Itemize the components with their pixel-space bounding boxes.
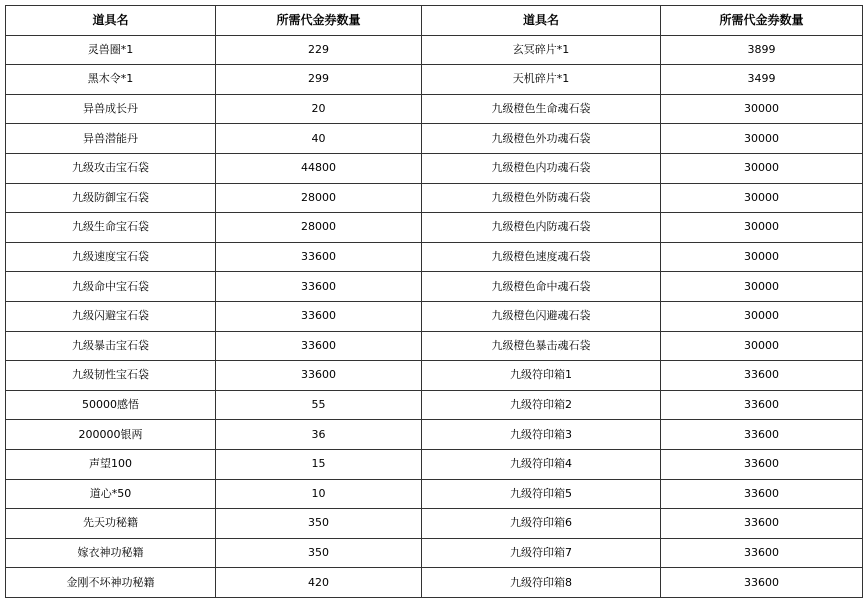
voucher-amount-cell: 30000	[661, 153, 863, 183]
item-name-cell: 九级符印箱1	[422, 361, 661, 391]
item-name-cell: 九级符印箱4	[422, 449, 661, 479]
item-name-cell: 道心*50	[6, 479, 216, 509]
item-name-cell: 九级橙色暴击魂石袋	[422, 331, 661, 361]
voucher-amount-cell: 3899	[661, 35, 863, 65]
item-name-cell: 九级命中宝石袋	[6, 272, 216, 302]
voucher-amount-cell: 33600	[216, 301, 422, 331]
table-row	[6, 331, 863, 361]
item-name-cell: 九级橙色命中魂石袋	[422, 272, 661, 302]
voucher-amount-cell: 55	[216, 390, 422, 420]
table-row	[6, 124, 863, 154]
voucher-amount-cell: 33600	[661, 420, 863, 450]
item-name-cell: 异兽成长丹	[6, 94, 216, 124]
table-row	[6, 183, 863, 213]
item-name-cell: 九级防御宝石袋	[6, 183, 216, 213]
item-name-cell: 九级符印箱8	[422, 568, 661, 598]
voucher-amount-cell: 15	[216, 449, 422, 479]
voucher-amount-cell: 44800	[216, 153, 422, 183]
item-name-cell: 50000感悟	[6, 390, 216, 420]
item-name-cell: 九级生命宝石袋	[6, 213, 216, 243]
item-name-cell: 九级橙色速度魂石袋	[422, 242, 661, 272]
header-item-name-right: 道具名	[422, 6, 661, 36]
table-row	[6, 420, 863, 450]
item-name-cell: 灵兽圈*1	[6, 35, 216, 65]
item-name-cell: 九级攻击宝石袋	[6, 153, 216, 183]
voucher-amount-cell: 33600	[661, 449, 863, 479]
item-name-cell: 异兽潜能丹	[6, 124, 216, 154]
voucher-amount-cell: 33600	[216, 361, 422, 391]
item-name-cell: 九级橙色外防魂石袋	[422, 183, 661, 213]
voucher-amount-cell: 30000	[661, 213, 863, 243]
table-row	[6, 390, 863, 420]
item-name-cell: 九级符印箱7	[422, 538, 661, 568]
voucher-amount-cell: 28000	[216, 213, 422, 243]
table-row	[6, 272, 863, 302]
voucher-amount-cell: 30000	[661, 124, 863, 154]
voucher-amount-cell: 30000	[661, 94, 863, 124]
item-name-cell: 黑木令*1	[6, 65, 216, 95]
header-voucher-amount-right: 所需代金券数量	[661, 6, 863, 36]
voucher-amount-cell: 30000	[661, 183, 863, 213]
table-row	[6, 153, 863, 183]
item-name-cell: 先天功秘籍	[6, 509, 216, 539]
voucher-amount-cell: 3499	[661, 65, 863, 95]
table-row	[6, 94, 863, 124]
table-row	[6, 538, 863, 568]
voucher-amount-cell: 36	[216, 420, 422, 450]
item-name-cell: 200000银两	[6, 420, 216, 450]
item-name-cell: 九级橙色内功魂石袋	[422, 153, 661, 183]
item-name-cell: 九级符印箱5	[422, 479, 661, 509]
voucher-amount-cell: 33600	[661, 479, 863, 509]
item-name-cell: 玄冥碎片*1	[422, 35, 661, 65]
voucher-amount-cell: 33600	[216, 331, 422, 361]
voucher-amount-cell: 33600	[661, 538, 863, 568]
table-body	[6, 35, 863, 597]
table-row	[6, 568, 863, 598]
table-row	[6, 509, 863, 539]
table-row	[6, 449, 863, 479]
item-name-cell: 九级暴击宝石袋	[6, 331, 216, 361]
voucher-amount-cell: 33600	[216, 242, 422, 272]
table-row	[6, 242, 863, 272]
item-name-cell: 九级符印箱6	[422, 509, 661, 539]
item-name-cell: 天机碎片*1	[422, 65, 661, 95]
voucher-amount-cell: 33600	[661, 568, 863, 598]
voucher-amount-cell: 33600	[661, 509, 863, 539]
item-name-cell: 九级橙色内防魂石袋	[422, 213, 661, 243]
voucher-price-table	[5, 5, 863, 598]
item-name-cell: 九级韧性宝石袋	[6, 361, 216, 391]
voucher-amount-cell: 350	[216, 509, 422, 539]
item-name-cell: 金刚不坏神功秘籍	[6, 568, 216, 598]
item-name-cell: 九级符印箱3	[422, 420, 661, 450]
item-name-cell: 九级橙色外功魂石袋	[422, 124, 661, 154]
table-row	[6, 65, 863, 95]
voucher-amount-cell: 420	[216, 568, 422, 598]
item-name-cell: 九级符印箱2	[422, 390, 661, 420]
voucher-amount-cell: 20	[216, 94, 422, 124]
voucher-amount-cell: 229	[216, 35, 422, 65]
table-header-row	[6, 6, 863, 36]
voucher-amount-cell: 33600	[661, 361, 863, 391]
voucher-amount-cell: 30000	[661, 242, 863, 272]
table-row	[6, 361, 863, 391]
voucher-amount-cell: 30000	[661, 301, 863, 331]
voucher-amount-cell: 30000	[661, 272, 863, 302]
voucher-amount-cell: 33600	[661, 390, 863, 420]
header-voucher-amount-left: 所需代金券数量	[216, 6, 422, 36]
table-row	[6, 35, 863, 65]
item-name-cell: 嫁衣神功秘籍	[6, 538, 216, 568]
voucher-amount-cell: 10	[216, 479, 422, 509]
item-name-cell: 九级橙色生命魂石袋	[422, 94, 661, 124]
voucher-amount-cell: 28000	[216, 183, 422, 213]
voucher-amount-cell: 299	[216, 65, 422, 95]
voucher-amount-cell: 40	[216, 124, 422, 154]
voucher-amount-cell: 33600	[216, 272, 422, 302]
voucher-amount-cell: 30000	[661, 331, 863, 361]
table-row	[6, 301, 863, 331]
header-item-name-left: 道具名	[6, 6, 216, 36]
item-name-cell: 九级闪避宝石袋	[6, 301, 216, 331]
table-row	[6, 479, 863, 509]
table-row	[6, 213, 863, 243]
item-name-cell: 九级橙色闪避魂石袋	[422, 301, 661, 331]
item-name-cell: 九级速度宝石袋	[6, 242, 216, 272]
voucher-amount-cell: 350	[216, 538, 422, 568]
item-name-cell: 声望100	[6, 449, 216, 479]
